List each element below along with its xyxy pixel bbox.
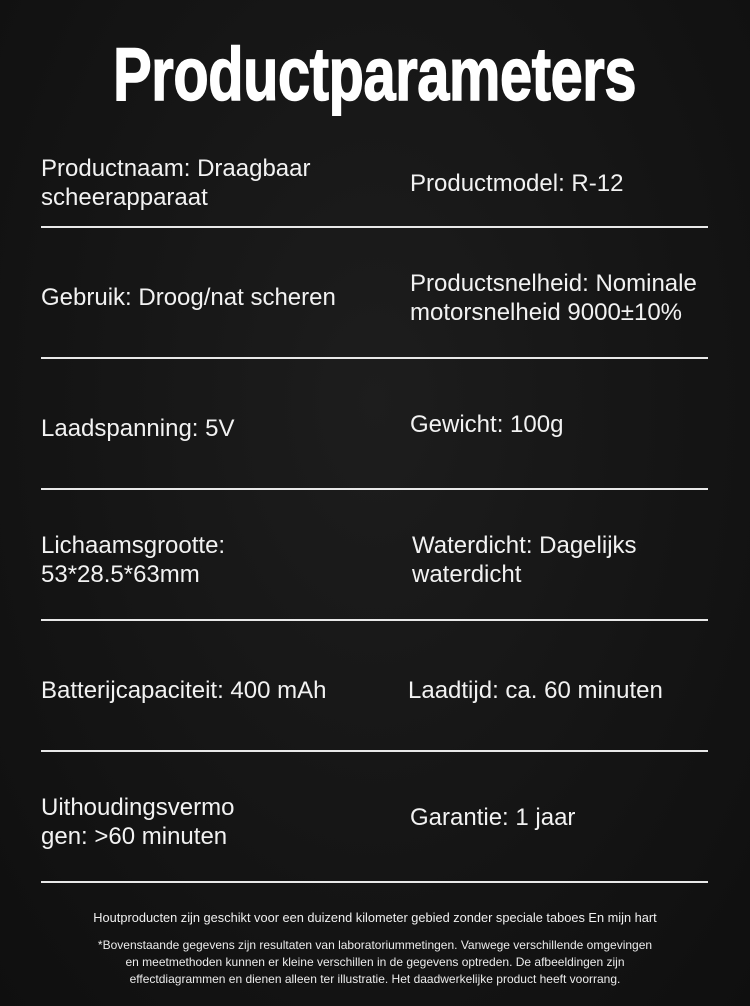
parameter-row-6	[41, 752, 708, 883]
parameter-text-line: Productsnelheid: Nominale	[410, 269, 697, 297]
parameter-text-line: Uithoudingsvermo	[41, 793, 235, 821]
parameter-usage	[41, 283, 410, 312]
parameter-text-line: Gebruik: Droog/nat scheren	[41, 284, 336, 311]
parameter-text-line: Batterijcapaciteit: 400 mAh	[41, 677, 327, 704]
parameter-charging-time	[408, 676, 706, 705]
parameter-row-4	[41, 490, 708, 621]
parameter-product-speed	[410, 269, 708, 327]
parameter-endurance	[41, 793, 410, 851]
disclaimer-line: en meetmethoden kunnen er kleine verschillen in de gegevens optreden. De afbeeldingen zijn	[125, 955, 625, 969]
footer-disclaimer	[0, 937, 750, 988]
parameter-text-line: 53*28.5*63mm	[41, 560, 200, 588]
parameter-body-size	[41, 531, 410, 589]
parameter-text-line: Gewicht: 100g	[410, 411, 564, 438]
parameter-text-line: waterdicht	[412, 560, 522, 588]
parameter-waterproof	[410, 531, 708, 589]
parameter-table	[41, 140, 708, 883]
parameter-text-line: motorsnelheid 9000±10%	[410, 298, 683, 326]
disclaimer-line: *Bovenstaande gegevens zijn resultaten van laboratoriummetingen. Vanwege verschillende omgevingen	[97, 938, 653, 952]
page-title	[0, 32, 750, 116]
parameter-warranty	[410, 803, 708, 832]
parameter-row-1	[41, 140, 708, 228]
parameter-product-model	[410, 169, 708, 198]
disclaimer-line: effectdiagrammen en dienen alleen ter illustratie. Het daadwerkelijke product heeft voorrang.	[129, 972, 621, 986]
parameter-text-line: Laadspanning: 5V	[41, 415, 235, 442]
parameter-battery-capacity	[41, 676, 410, 705]
parameter-text-line: Waterdicht: Dagelijks	[412, 531, 637, 559]
parameter-row-5	[41, 621, 708, 752]
parameter-text-line: Lichaamsgrootte:	[41, 531, 226, 559]
parameter-product-name	[41, 154, 410, 212]
parameter-text-line: gen: >60 minuten	[41, 822, 228, 850]
parameter-text-line: Productmodel: R-12	[410, 169, 624, 197]
parameter-text-line: Laadtijd: ca. 60 minuten	[408, 677, 663, 704]
parameter-text-line: Productnaam: Draagbaar	[41, 155, 311, 182]
parameter-row-2	[41, 228, 708, 359]
parameter-charging-voltage	[41, 414, 410, 443]
footer-slogan: Houtproducten zijn geschikt voor een duizend kilometer gebied zonder speciale taboes En mijn hart	[93, 910, 657, 925]
parameter-text-line: Garantie: 1 jaar	[410, 804, 576, 831]
page-title-text: Productparameters	[113, 32, 637, 116]
parameter-row-3	[41, 359, 708, 490]
parameter-text-line: scheerapparaat	[41, 184, 208, 211]
parameter-weight	[410, 410, 708, 439]
